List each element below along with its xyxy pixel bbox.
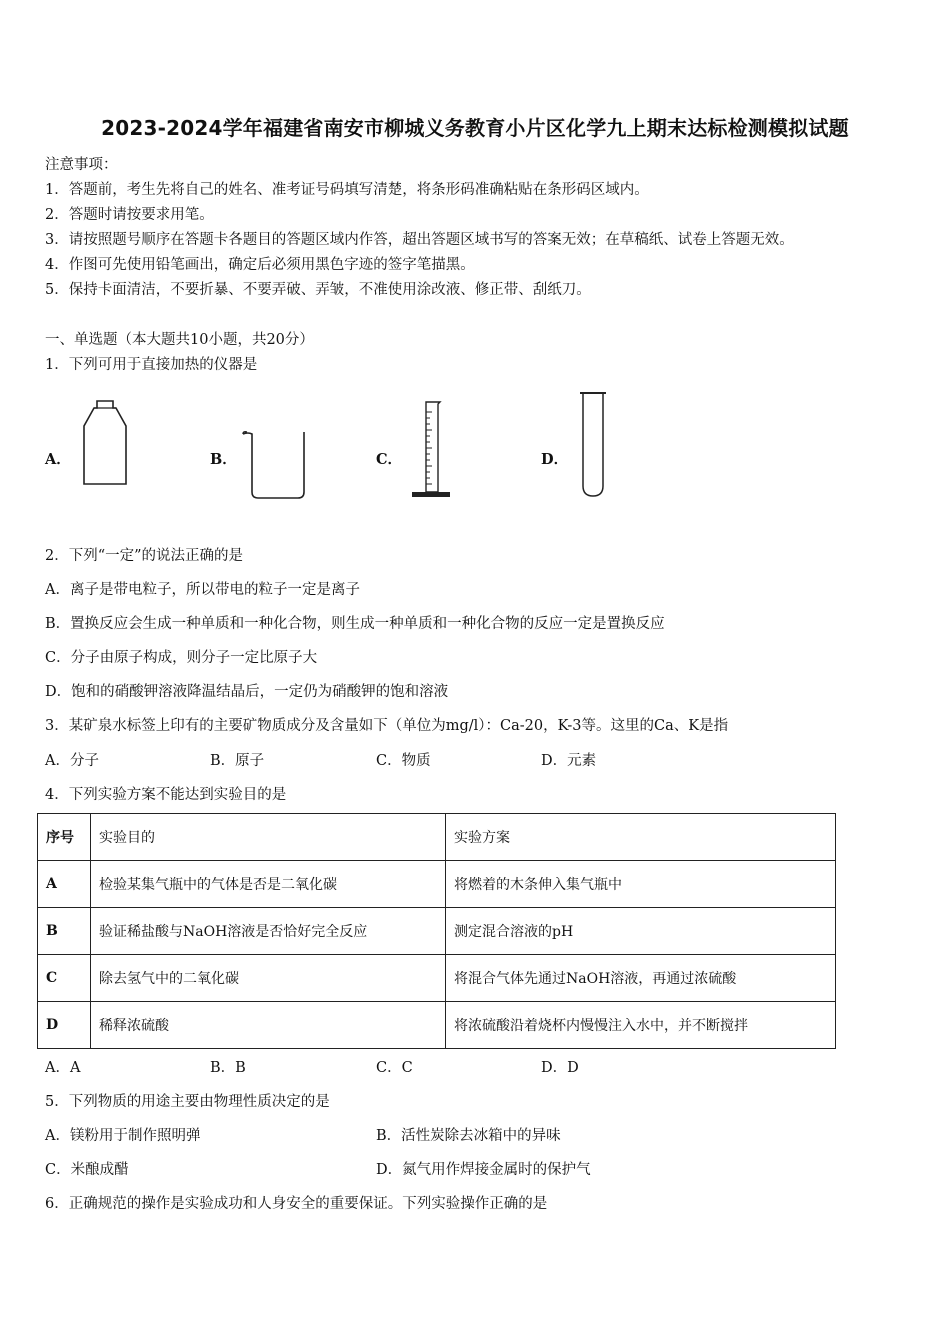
question-2-stem: 2．下列“一定”的说法正确的是: [45, 548, 244, 564]
notice-heading: 注意事项：: [45, 157, 118, 173]
reagent-bottle-icon: [80, 398, 130, 488]
q3-option-a: A．分子: [45, 753, 99, 769]
q1-option-c: C．: [376, 451, 403, 468]
question-1-stem: 1．下列可用于直接加热的仪器是: [45, 357, 258, 373]
table-cell: 将燃着的木条伸入集气瓶中: [446, 861, 836, 908]
q4-option-b: B．B: [210, 1060, 246, 1076]
table-row: [38, 1002, 836, 1049]
table-cell: 验证稀盐酸与NaOH溶液是否恰好完全反应: [91, 908, 446, 955]
table-cell: B: [38, 908, 91, 955]
q4-option-a: A．A: [45, 1060, 81, 1076]
q2-option-c: C．分子由原子构成，则分子一定比原子大: [45, 650, 318, 666]
table-cell: D: [38, 1002, 91, 1049]
q4-option-c: C．C: [376, 1060, 413, 1076]
table-header-cell: 实验方案: [446, 814, 836, 861]
table-row: [38, 955, 836, 1002]
q2-option-a: A．离子是带电粒子，所以带电的粒子一定是离子: [45, 582, 360, 598]
q1-option-a: A．: [45, 451, 71, 468]
table-row: [38, 861, 836, 908]
table-cell: 测定混合溶液的pH: [446, 908, 836, 955]
notice-item: 1．答题前，考生先将自己的姓名、准考证号码填写清楚，将条形码准确粘贴在条形码区域内。: [45, 182, 649, 198]
q1-option-d: D．: [541, 451, 569, 468]
table-cell: 检验某集气瓶中的气体是否是二氧化碳: [91, 861, 446, 908]
table-cell: 将浓硫酸沿着烧杯内慢慢注入水中，并不断搅拌: [446, 1002, 836, 1049]
notice-item: 5．保持卡面清洁，不要折暴、不要弄破、弄皱，不准使用涂改液、修正带、刮纸刀。: [45, 282, 591, 298]
q4-option-d: D．D: [541, 1060, 579, 1076]
table-row: [38, 908, 836, 955]
beaker-icon: [240, 428, 310, 502]
table-cell: A: [38, 861, 91, 908]
q5-option-d: D．氮气用作焊接金属时的保护气: [376, 1162, 591, 1178]
table-cell: 除去氢气中的二氧化碳: [91, 955, 446, 1002]
question-6-stem: 6．正确规范的操作是实验成功和人身安全的重要保证。下列实验操作正确的是: [45, 1196, 548, 1212]
table-cell: 稀释浓硫酸: [91, 1002, 446, 1049]
q3-option-c: C．物质: [376, 753, 431, 769]
q2-option-d: D．饱和的硝酸钾溶液降温结晶后，一定仍为硝酸钾的饱和溶液: [45, 684, 449, 700]
experiment-table: [37, 813, 836, 1049]
table-header-cell: 序号: [38, 814, 91, 861]
graduated-cylinder-icon: [408, 398, 454, 504]
q2-option-b: B．置换反应会生成一种单质和一种化合物，则生成一种单质和一种化合物的反应一定是置换反应: [45, 616, 665, 632]
notice-item: 2．答题时请按要求用笔。: [45, 207, 214, 223]
q3-option-b: B．原子: [210, 753, 265, 769]
question-5-stem: 5．下列物质的用途主要由物理性质决定的是: [45, 1094, 330, 1110]
table-header-cell: 实验目的: [91, 814, 446, 861]
notice-item: 3．请按照题号顺序在答题卡各题目的答题区域内作答，超出答题区域书写的答案无效；在草稿纸、试卷上答题无效。: [45, 232, 794, 248]
table-cell: C: [38, 955, 91, 1002]
q5-option-c: C．米酿成醋: [45, 1162, 129, 1178]
q1-option-b: B．: [210, 451, 237, 468]
q3-option-d: D．元素: [541, 753, 597, 769]
q5-option-a: A．镁粉用于制作照明弹: [45, 1128, 201, 1144]
q5-option-b: B．活性炭除去冰箱中的异味: [376, 1128, 561, 1144]
question-3-stem: 3．某矿泉水标签上印有的主要矿物质成分及含量如下（单位为mg/l）：Ca-20，K-3等。这里的Ca、K是指: [45, 718, 729, 734]
test-tube-icon: [576, 390, 610, 502]
notice-item: 4．作图可先使用铅笔画出，确定后必须用黑色字迹的签字笔描黑。: [45, 257, 475, 273]
question-4-stem: 4．下列实验方案不能达到实验目的是: [45, 787, 287, 803]
table-header-row: [38, 814, 836, 861]
table-cell: 将混合气体先通过NaOH溶液，再通过浓硫酸: [446, 955, 836, 1002]
page-title: 2023-2024学年福建省南安市柳城义务教育小片区化学九上期末达标检测模拟试题: [101, 116, 849, 140]
section-heading: 一、单选题（本大题共10小题，共20分）: [45, 332, 314, 348]
